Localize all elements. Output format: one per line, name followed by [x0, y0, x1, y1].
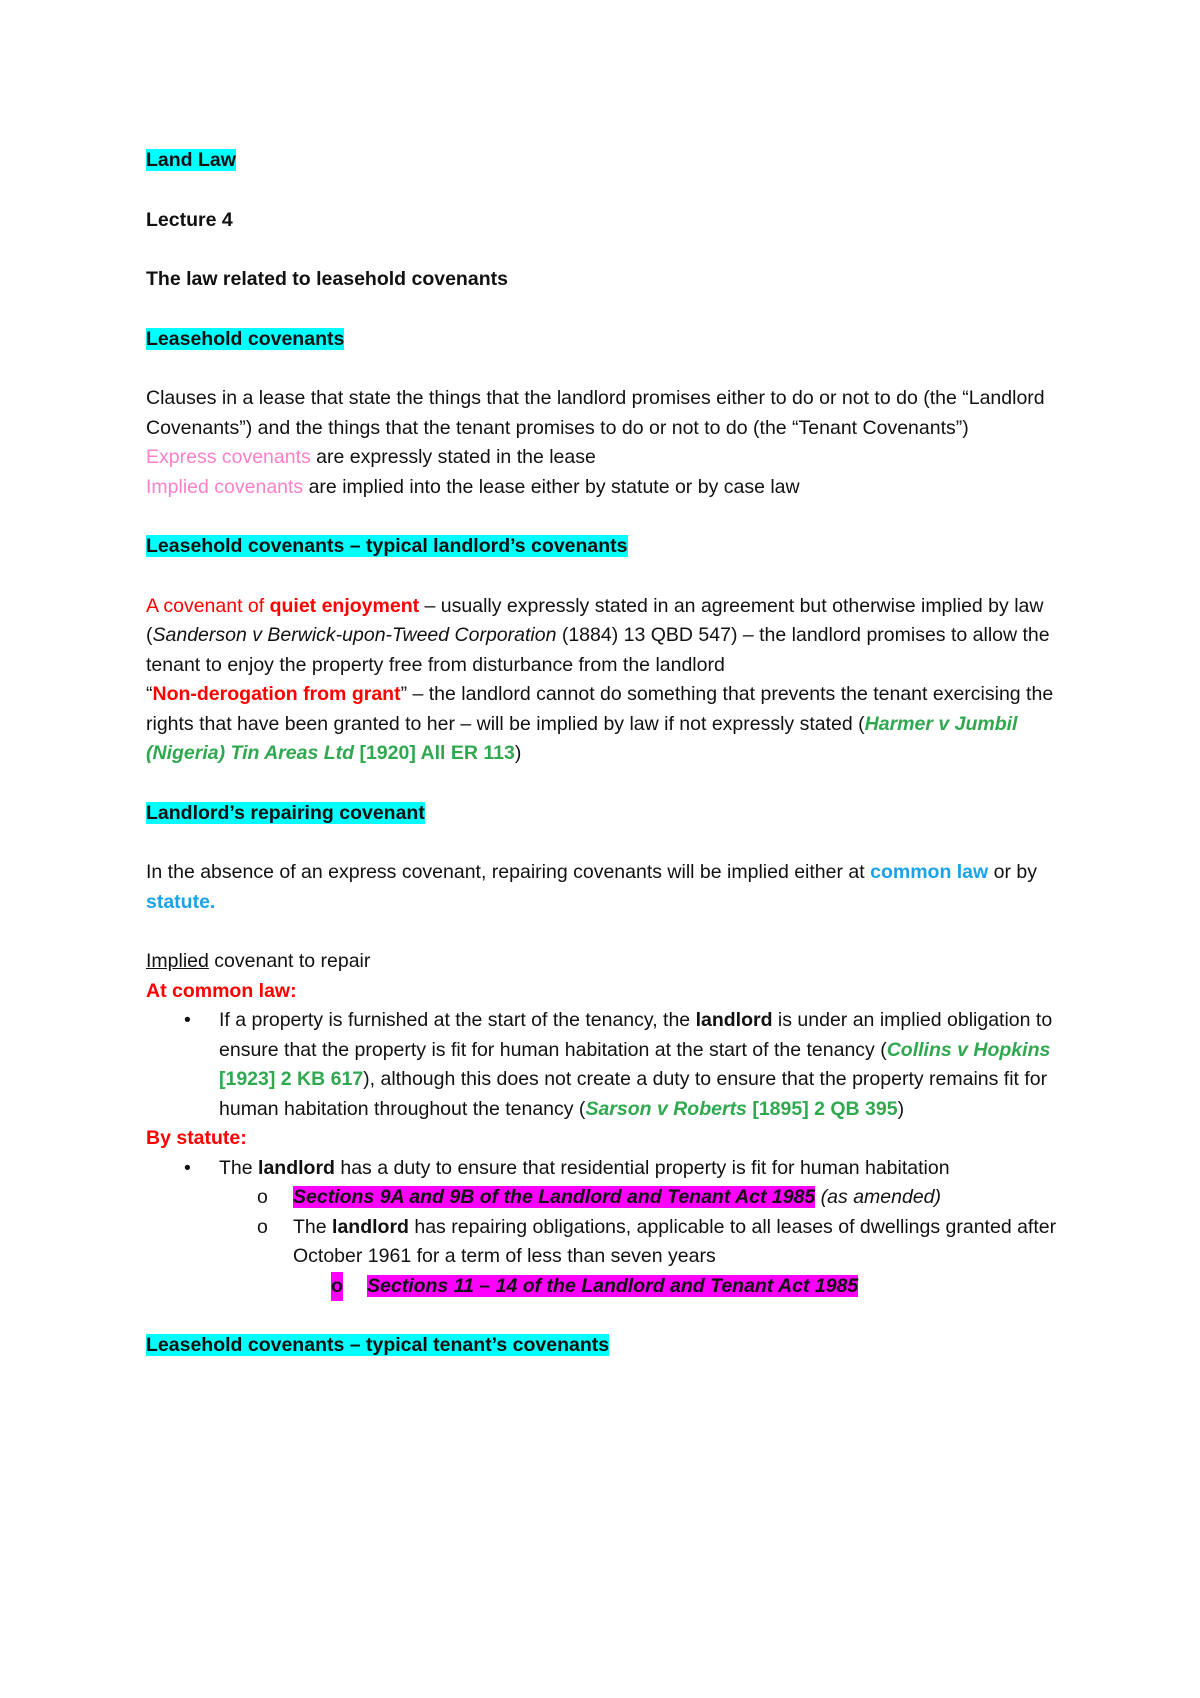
- sub-sub-list-item: [146, 1272, 1086, 1302]
- case-name: Harmer v Jumbil (Nigeria) Tin Areas Ltd: [146, 712, 1018, 764]
- doc-subtitle: The law related to leasehold covenants: [146, 268, 508, 290]
- case-citation: [1923] 2 KB 617: [219, 1068, 364, 1090]
- section-heading-repairing-covenant: Landlord’s repairing covenant: [146, 801, 425, 824]
- section-heading-landlord-covenants: Leasehold covenants – typical landlord’s covenants: [146, 535, 628, 557]
- bullet-icon: •: [184, 1156, 191, 1179]
- common-law-term: common law: [870, 861, 989, 883]
- circle-bullet-icon: o: [257, 1186, 268, 1208]
- case-name: Sarson v Roberts: [585, 1097, 747, 1120]
- case-name: Sanderson v Berwick-upon-Tweed Corporation: [152, 624, 557, 646]
- section-heading-leasehold-covenants: Leasehold covenants: [146, 327, 345, 350]
- case-citation: [1920] All ER 113: [354, 742, 515, 764]
- implied-covenant-title: Implied covenant to repair: [146, 950, 371, 972]
- express-covenants-line: Express covenants are expressly stated in the lease: [146, 446, 596, 468]
- implied-covenants-line: Implied covenants are implied into the lease either by statute or by case law: [146, 475, 800, 498]
- case-citation: [1895] 2 QB 395: [746, 1097, 898, 1120]
- list-item: • If a property is furnished at the start of the tenancy, the landlord is under an implied obligation to ensure that the property is fit for human habitation at the start of the tenancy (Collins v Hopkins [1923] 2 KB 617), although this does not create a duty to ensure that the property remains fit for human habitation throughout the tenancy (Sarson v Roberts [1895] 2 QB 395): [146, 1006, 1086, 1124]
- sub-list-item: o Sections 9A and 9B of the Landlord and Tenant Act 1985 (as amended): [146, 1183, 1086, 1213]
- circle-bullet-icon: o: [331, 1272, 343, 1302]
- common-law-label: At common law:: [146, 979, 297, 1002]
- case-name: Collins v Hopkins: [886, 1038, 1051, 1061]
- statute-reference: Sections 9A and 9B of the Landlord and Tenant Act 1985: [293, 1186, 816, 1208]
- statute-label: By statute:: [146, 1127, 247, 1149]
- statute-reference: Sections 11 – 14 of the Landlord and Tenant Act 1985: [367, 1274, 859, 1297]
- intro-paragraph: Clauses in a lease that state the things that the landlord promises either to do or not to do (the “Landlord Covenants”) and the things that the tenant promises to do or not to do (the “Tenant Covenants”): [146, 387, 1045, 439]
- quiet-enjoyment-term: quiet enjoyment: [269, 594, 420, 617]
- statute-term: statute.: [146, 890, 216, 913]
- sub-list-item: o The landlord has repairing obligations, applicable to all leases of dwellings granted after October 1961 for a term of less than seven years: [146, 1213, 1086, 1272]
- doc-title: Land Law: [146, 149, 236, 171]
- implied-covenants-term: Implied covenants: [146, 475, 304, 498]
- non-derogation-term: Non-derogation from grant: [152, 683, 401, 705]
- lecture-number: Lecture 4: [146, 208, 233, 231]
- document-body: [146, 146, 1086, 1361]
- express-covenants-term: Express covenants: [146, 446, 311, 468]
- quiet-enjoyment-paragraph: A covenant of quiet enjoyment – usually expressly stated in an agreement but otherwise implied by law (Sanderson v Berwick-upon-Tweed Corporation (1884) 13 QBD 547) – the landlord promises to allow the tenant to enjoy the property free from disturbance from the landlord: [146, 594, 1050, 676]
- non-derogation-paragraph: “Non-derogation from grant” – the landlord cannot do something that prevents the tenant exercising the rights that have been granted to her – will be implied by law if not expressly stated (Harmer v Jumbil (Nigeria) Tin Areas Ltd [1920] All ER 113): [146, 683, 1054, 764]
- repairing-intro-paragraph: In the absence of an express covenant, repairing covenants will be implied either at common law or by statute.: [146, 861, 1037, 913]
- circle-bullet-icon: o: [257, 1215, 268, 1238]
- section-heading-tenant-covenants: Leasehold covenants – typical tenant’s covenants: [146, 1334, 610, 1356]
- bullet-icon: •: [184, 1009, 191, 1031]
- list-item: • The landlord has a duty to ensure that residential property is fit for human habitation: [146, 1154, 1086, 1184]
